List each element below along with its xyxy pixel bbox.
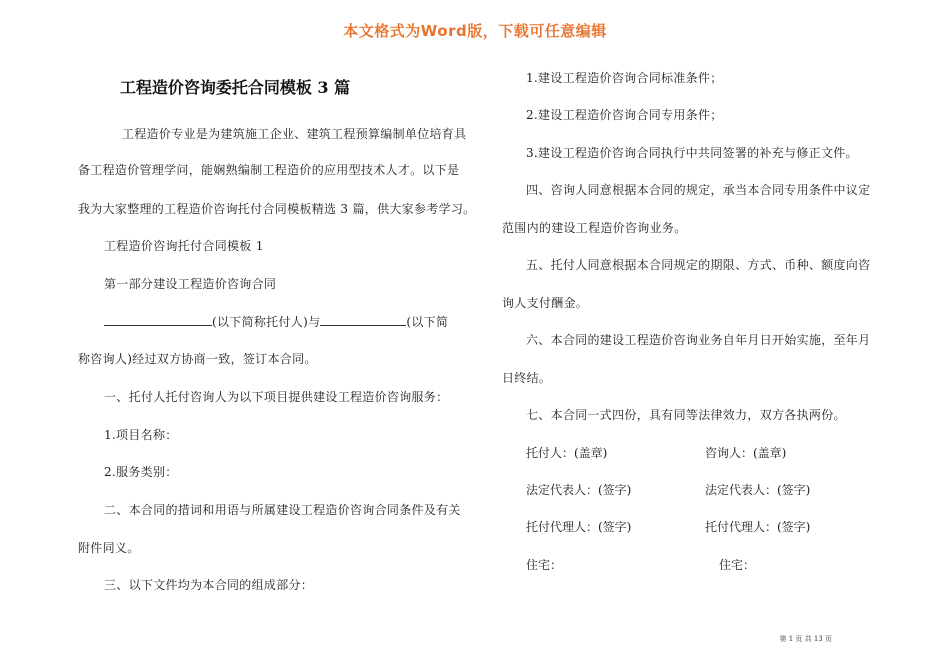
document-item-3: 3.建设工程造价咨询合同执行中共同签署的补充与修正文件。 (526, 146, 858, 160)
party-line-tail: (以下简 (406, 315, 449, 329)
part-heading: 第一部分建设工程造价咨询合同 (104, 277, 277, 291)
intro-paragraph-line-3: 我为大家整理的工程造价咨询托付合同模板精选 3 篇，供大家参考学习。 (78, 202, 476, 216)
consultant-legal-rep-label: 法定代表人：(签字) (705, 483, 811, 497)
client-agent-label: 托付代理人：(签字) (526, 520, 632, 534)
item-project-name: 1.项目名称： (104, 428, 178, 442)
clause-4-line-1: 四、咨询人同意根据本合同的规定，承当本合同专用条件中议定 (526, 183, 871, 197)
party-line-mid: (以下简称托付人)与 (212, 315, 321, 329)
clause-6-line-1: 六、本合同的建设工程造价咨询业务自年月日开始实施，至年月 (526, 333, 871, 347)
clause-4-line-2: 范围内的建设工程造价咨询业务。 (502, 221, 687, 235)
clause-2-line-2: 附件同义。 (78, 541, 140, 555)
clause-1: 一、托付人托付咨询人为以下项目提供建设工程造价咨询服务： (104, 390, 449, 404)
clause-2-line-1: 二、本合同的措词和用语与所属建设工程造价咨询合同条件及有关 (104, 503, 461, 517)
page-number: 第 1 页 共 13 页 (779, 635, 832, 643)
consultant-seal-label: 咨询人：(盖章) (705, 446, 787, 460)
document-item-2: 2.建设工程造价咨询合同专用条件； (526, 108, 723, 122)
client-seal-label: 托付人：(盖章) (526, 446, 608, 460)
client-address-label: 住宅： (526, 558, 563, 572)
intro-paragraph-line-2: 备工程造价管理学问，能娴熟编制工程造价的应用型技术人才。以下是 (78, 163, 460, 177)
consultant-name-blank (320, 313, 406, 326)
party-line (104, 313, 448, 330)
clause-3: 三、以下文件均为本合同的组成部分： (104, 578, 314, 592)
template-heading: 工程造价咨询托付合同模板 1 (104, 239, 264, 253)
clause-7: 七、本合同一式四份，具有同等法律效力，双方各执两份。 (526, 408, 846, 422)
clause-6-line-2: 日终结。 (502, 371, 552, 385)
clause-5-line-1: 五、托付人同意根据本合同规定的期限、方式、币种、额度向咨 (526, 258, 871, 272)
item-service-type: 2.服务类别： (104, 465, 178, 479)
clause-5-line-2: 询人支付酬金。 (502, 296, 589, 310)
intro-paragraph-line-1: 工程造价专业是为建筑施工企业、建筑工程预算编制单位培育具 (122, 127, 467, 141)
party-line-continued: 称咨询人)经过双方协商一致，签订本合同。 (78, 352, 317, 366)
consultant-agent-label: 托付代理人：(签字) (705, 520, 811, 534)
consultant-address-label: 住宅： (719, 558, 756, 572)
editable-notice-banner: 本文格式为Word版，下载可任意编辑 (343, 22, 607, 40)
document-title: 工程造价咨询委托合同模板 3 篇 (119, 78, 351, 97)
client-name-blank (104, 313, 212, 326)
document-item-1: 1.建设工程造价咨询合同标准条件； (526, 71, 723, 85)
client-legal-rep-label: 法定代表人：(签字) (526, 483, 632, 497)
